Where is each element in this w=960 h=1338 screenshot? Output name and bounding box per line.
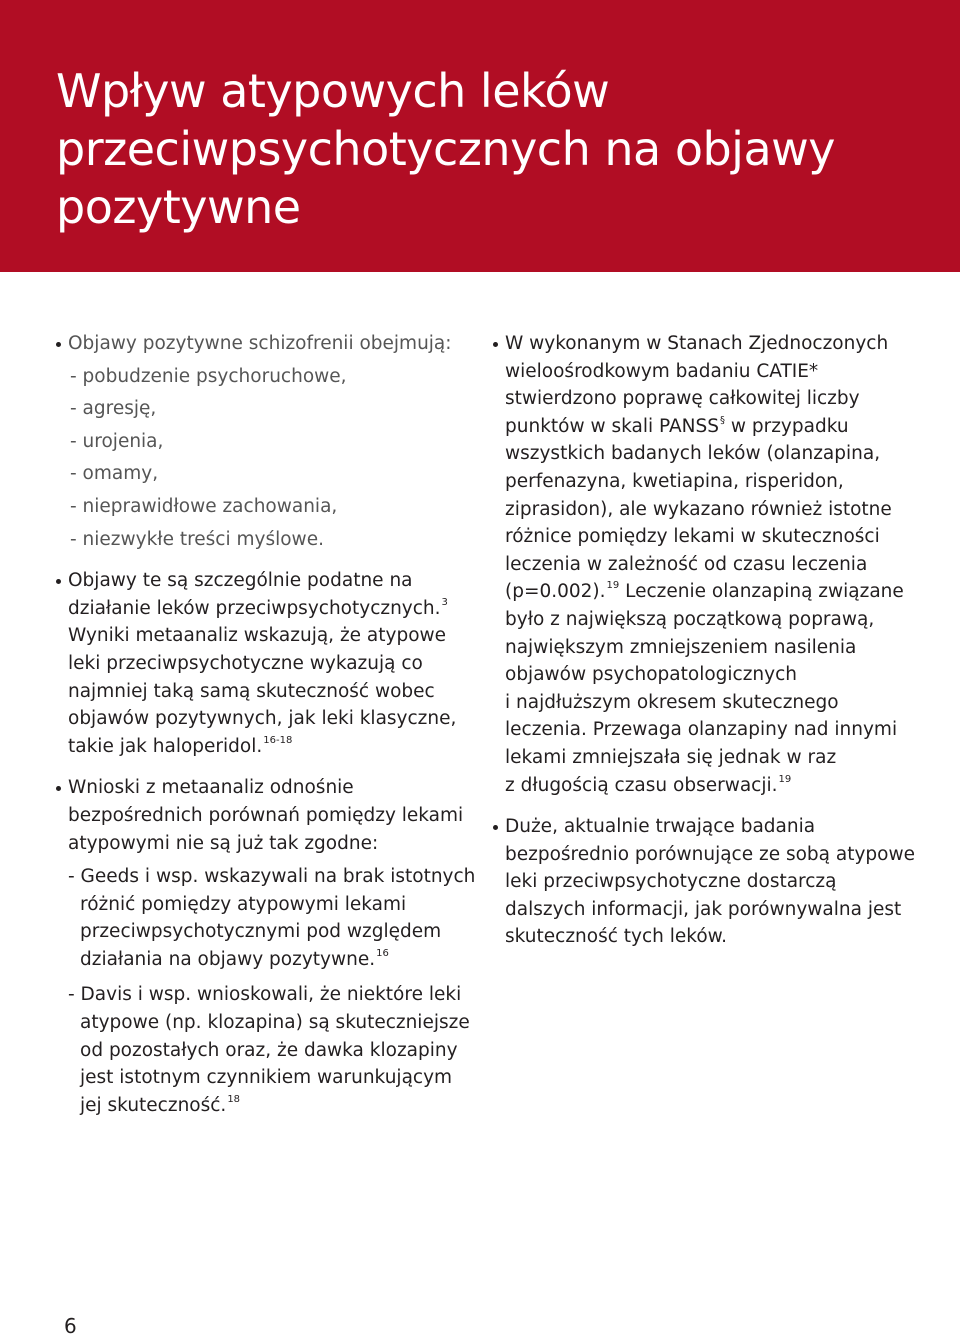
paragraph-line: leki przeciwpsychotyczne wykazują co	[68, 652, 423, 674]
paragraph-text: takie jak haloperidol.	[68, 735, 263, 757]
paragraph-line: ziprasidon), ale wykazano również istotne	[505, 498, 892, 520]
paragraph-line: Wnioski z metaanaliz odnośnie	[68, 777, 354, 799]
list-item: - niezwykłe treści myślowe.	[70, 528, 324, 550]
reference-mark: 19	[778, 773, 792, 785]
paragraph-line	[68, 733, 474, 761]
paragraph-line: najmniej taką samą skuteczność wobec	[68, 680, 435, 702]
paragraph-line	[68, 595, 474, 623]
paragraph-line: perfenazyna, kwetiapina, risperidon,	[505, 470, 844, 492]
page-number: 6	[64, 1314, 77, 1338]
paragraph-line: przeciwpsychotycznymi pod względem	[80, 921, 442, 943]
bullet-ongoing-studies	[491, 813, 931, 951]
bullet-catie-study	[491, 330, 931, 799]
right-column	[491, 330, 931, 951]
page-title	[56, 62, 936, 236]
paragraph-line: dalszych informacji, jak porównywalna jest	[505, 898, 902, 920]
paragraph-text: w przypadku	[724, 415, 849, 437]
reference-mark: 16	[376, 947, 389, 959]
spacer	[54, 760, 474, 774]
paragraph-text: działania na objawy pozytywne.	[80, 948, 376, 970]
spacer	[491, 799, 931, 813]
paragraph-text: działanie leków przeciwpsychotycznych.	[68, 597, 441, 619]
paragraph-line: - Davis i wsp. wnioskowali, że niektóre leki	[68, 984, 462, 1006]
paragraph-line: jest istotnym czynnikiem warunkującym	[80, 1067, 453, 1089]
paragraph-line: Objawy te są szczególnie podatne na	[68, 570, 413, 592]
paragraph-line: leczenia w zależność od czasu leczenia	[505, 553, 868, 575]
paragraph-line: różnice pomiędzy lekami w skuteczności	[505, 526, 880, 548]
paragraph-text: (p=0.002).	[505, 581, 606, 603]
paragraph-line: bezpośrednio porównujące ze sobą atypowe	[505, 843, 915, 865]
bullet-metaanalysis-conclusions	[54, 774, 474, 1119]
title-line: pozytywne	[56, 180, 301, 234]
bullet-susceptibility	[54, 567, 474, 760]
title-line: Wpływ atypowych leków	[56, 64, 610, 118]
bullet-dot	[56, 342, 61, 347]
paragraph-line	[68, 1092, 474, 1120]
paragraph-line: wieloośrodkowym badaniu CATIE*	[505, 360, 819, 382]
paragraph-line: Wyniki metaanaliz wskazują, że atypowe	[68, 625, 447, 647]
title-line: przeciwpsychotycznych na objawy	[56, 122, 835, 176]
paragraph-line	[68, 946, 474, 974]
study-list	[68, 863, 474, 1119]
bullet-positive-symptoms	[54, 330, 474, 553]
paragraph-line	[505, 578, 931, 606]
reference-mark: 3	[441, 596, 448, 608]
paragraph-line: W wykonanym w Stanach Zjednoczonych	[505, 333, 889, 354]
study-item-geeds	[68, 863, 474, 973]
paragraph-line: i najdłuższym okresem skutecznego	[505, 691, 839, 713]
bullet-dot	[493, 825, 498, 830]
paragraph-line: stwierdzono poprawę całkowitej liczby	[505, 388, 860, 410]
paragraph-line: objawów psychopatologicznych	[505, 664, 797, 686]
paragraph-line: objawów pozytywnych, jak leki klasyczne,	[68, 708, 457, 730]
symptom-list	[68, 363, 474, 554]
bullet-text: Objawy pozytywne schizofrenii obejmują:	[68, 333, 452, 354]
paragraph-line: skuteczność tych leków.	[505, 926, 727, 948]
study-item-davis	[68, 981, 474, 1119]
list-item: - agresję,	[70, 398, 157, 420]
paragraph-line: bezpośrednich porównań pomiędzy lekami	[68, 804, 464, 826]
paragraph-line: leki przeciwpsychotyczne dostarczą	[505, 871, 837, 893]
bullet-dot	[56, 786, 61, 791]
paragraph-line: wszystkich badanych leków (olanzapina,	[505, 443, 881, 465]
reference-mark: 19	[606, 580, 620, 592]
list-item: - omamy,	[70, 463, 159, 485]
spacer	[54, 553, 474, 567]
paragraph-line	[505, 772, 931, 800]
bullet-dot	[493, 342, 498, 347]
paragraph-text: punktów w skali PANSS	[505, 415, 719, 437]
paragraph-text: Leczenie olanzapiną związane	[619, 581, 904, 603]
section-mark: §	[719, 414, 725, 426]
reference-mark: 18	[227, 1093, 241, 1105]
paragraph-line: największym zmniejszeniem nasilenia	[505, 636, 857, 658]
paragraph-line: atypowe (np. klozapina) są skuteczniejsze	[80, 1012, 470, 1034]
paragraph-line: różnić pomiędzy atypowymi lekami	[80, 893, 407, 915]
paragraph-text: z długością czasu obserwacji.	[505, 774, 778, 796]
paragraph-line: leczenia. Przewaga olanzapiny nad innymi	[505, 719, 898, 741]
paragraph-line: lekami zmniejszała się jednak w raz	[505, 746, 837, 768]
list-item: - pobudzenie psychoruchowe,	[70, 365, 347, 387]
paragraph-line: od pozostałych oraz, że dawka klozapiny	[80, 1039, 458, 1061]
left-column	[54, 330, 474, 1127]
list-item: - nieprawidłowe zachowania,	[70, 495, 338, 517]
reference-mark: 16-18	[263, 734, 293, 746]
list-item: - urojenia,	[70, 430, 164, 452]
paragraph-line: Duże, aktualnie trwające badania	[505, 816, 816, 838]
paragraph-text: jej skuteczność.	[80, 1094, 227, 1116]
paragraph-line: - Geeds i wsp. wskazywali na brak istotnych	[68, 866, 476, 888]
paragraph-line: było z największą początkową poprawą,	[505, 608, 875, 630]
paragraph-line: atypowymi nie są już tak zgodne:	[68, 832, 379, 854]
bullet-dot	[56, 579, 61, 584]
paragraph-line	[505, 413, 931, 441]
title-banner	[0, 0, 960, 272]
